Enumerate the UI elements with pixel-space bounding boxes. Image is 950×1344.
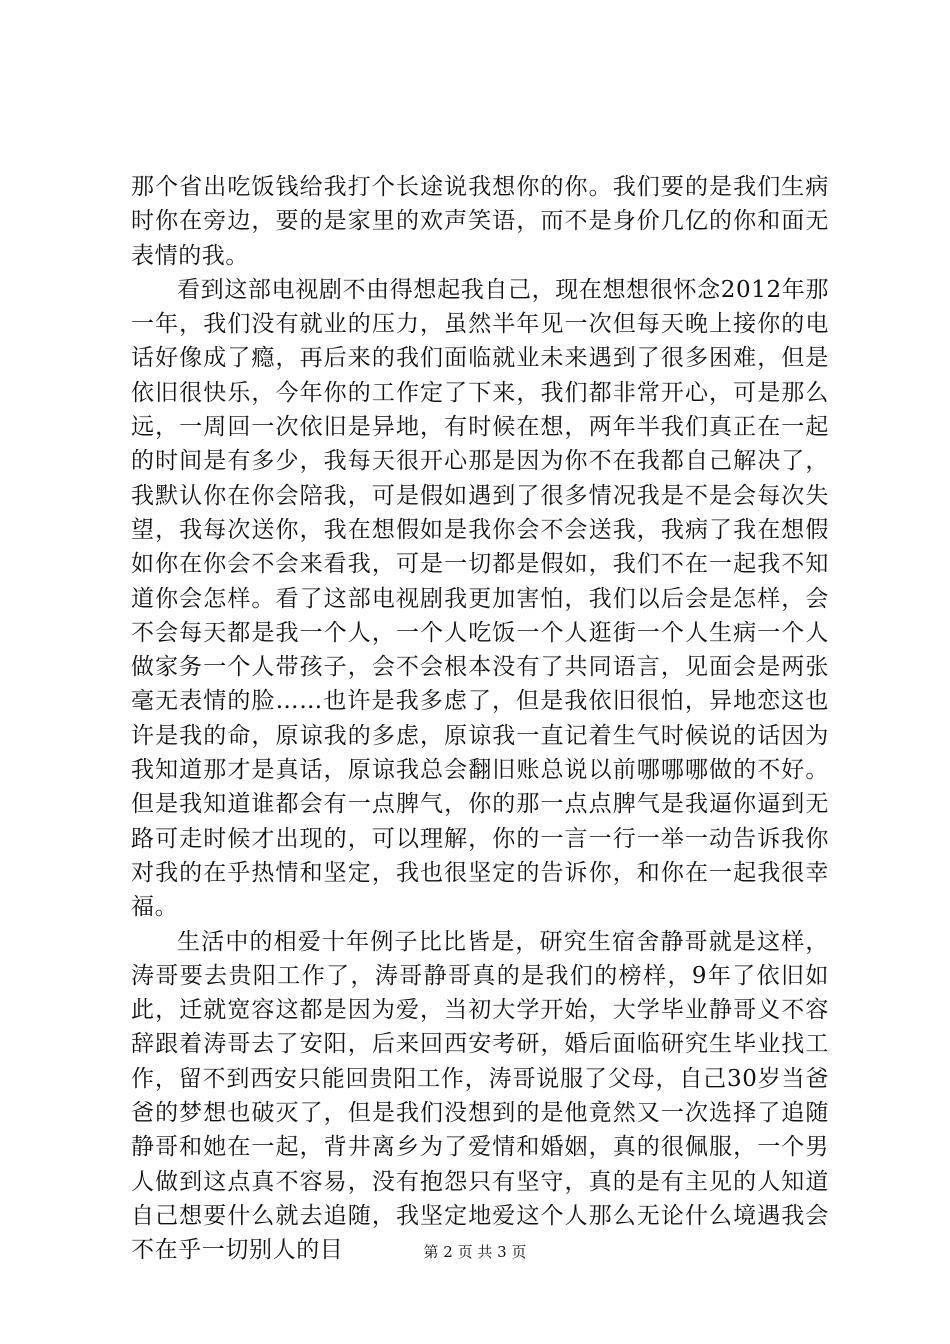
paragraph-3: 生活中的相爱十年例子比比皆是，研究生宿舍静哥就是这样，涛哥要去贵阳工作了，涛哥静哥真的是我们的榜样，9年了依旧如此，迁就宽容这都是因为爱，当初大学开始，大学毕业静哥义不容辞跟着涛哥去了安阳，后来回西安考研，婚后面临研究生毕业找工作，留不到西安只能回贵阳工作，涛哥说服了父母，自己30岁当爸爸的梦想也破灭了，但是我们没想到的是他竟然又一次选择了追随静哥和她在一起，背井离乡为了爱情和婚姻，真的很佩服，一个男人做到这点真不容易，没有抱怨只有坚守，真的是有主见的人知道自己想要什么就去追随，我坚定地爱这个人那么无论什么境遇我会不在乎一切别人的目 [131,928,829,1264]
document-body [131,170,829,1268]
page-footer: 第 2 页 共 3 页 [423,1243,527,1261]
paragraph-2: 看到这部电视剧不由得想起我自己，现在想想很怀念2012年那一年，我们没有就业的压力，虽然半年见一次但每天晚上接你的电话好像成了瘾，再后来的我们面临就业未来遇到了很多困难，但是依旧很快乐，今年你的工作定了下来，我们都非常开心，可是那么远，一周回一次依旧是异地，有时候在想，两年半我们真正在一起的时间是有多少，我每天很开心那是因为你不在我都自己解决了，我默认你在你会陪我，可是假如遇到了很多情况我是不是会每次失望，我每次送你，我在想假如是我你会不会送我，我病了我在想假如你在你会不会来看我，可是一切都是假如，我们不在一起我不知道你会怎样。看了这部电视剧我更加害怕，我们以后会是怎样，会不会每天都是我一个人，一个人吃饭一个人逛街一个人生病一个人做家务一个人带孩子，会不会根本没有了共同语言，见面会是两张毫无表情的脸……也许是我多虑了，但是我依旧很怕，异地恋这也许是我的命，原谅我的多虑，原谅我一直记着生气时候说的话因为我知道那才是真话，原谅我总会翻旧账总说以前哪哪哪做的不好。但是我知道谁都会有一点脾气，你的那一点点脾气是我逼你逼到无路可走时候才出现的，可以理解，你的一言一行一举一动告诉我你对我的在乎热情和坚定，我也很坚定的告诉你，和你在一起我很幸福。 [131,276,829,921]
paragraph-1: 那个省出吃饭钱给我打个长途说我想你的你。我们要的是我们生病时你在旁边，要的是家里的欢声笑语，而不是身价几亿的你和面无表情的我。 [131,174,829,269]
